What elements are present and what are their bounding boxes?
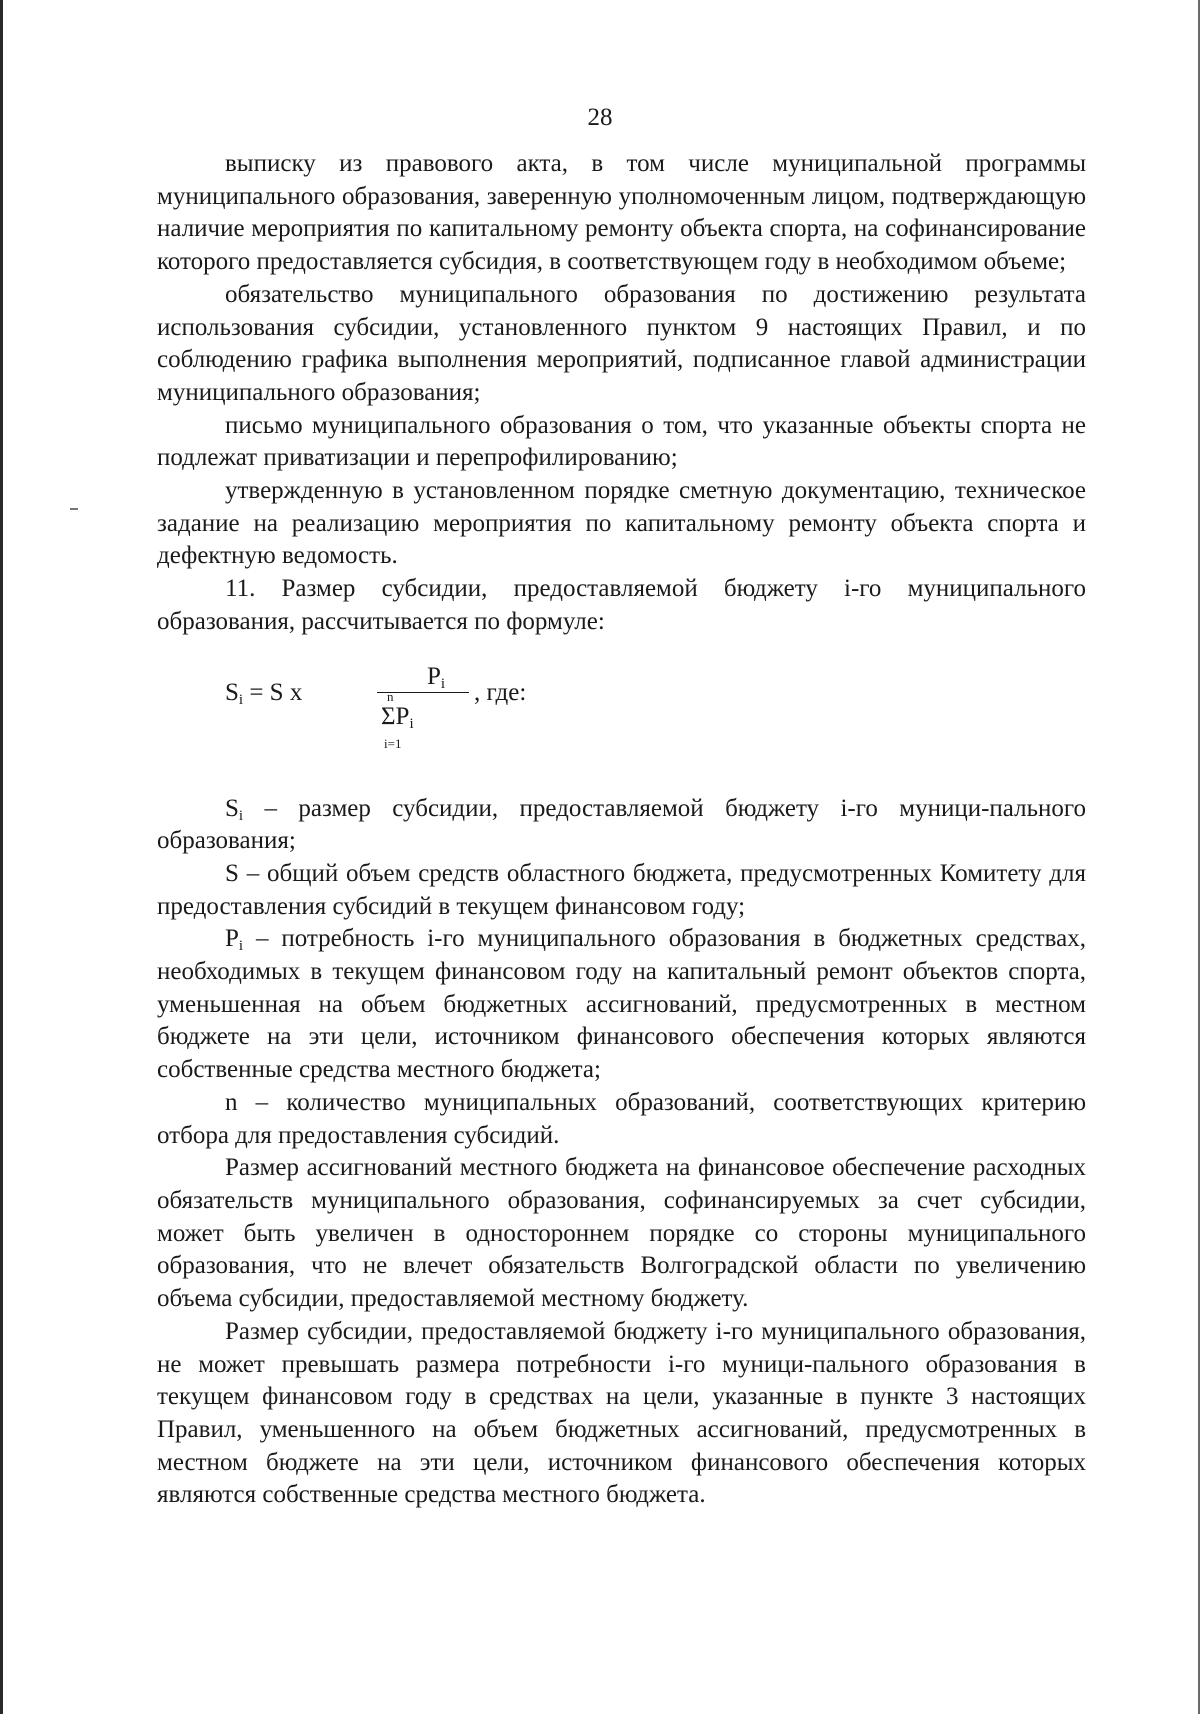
formula-tail: , где: xyxy=(474,678,527,706)
definition-s: S – общий объем средств областного бюджета, предусмотренных Комитету для предоставления субсидий в текущем финансовом году; xyxy=(157,859,1086,920)
paragraph-extract: выписку из правового акта, в том числе муниципальной программы муниципального образования, заверенную уполномоченным лицом, подтверждающую наличие мероприятия по капитальному ремонту объекта спорта, на софинансирование которого предоставляется субсидия, в соответствующем году в необходимом объеме; xyxy=(157,150,1086,276)
formula-lhs: $S_i = S$ x xyxy=(225,678,303,708)
sum-lower-limit: i=1 xyxy=(384,735,402,751)
paragraph-allocation-increase: Размер ассигнований местного бюджета на финансовое обеспечение расходных обязательств муниципального образования, софинансируемых за счет субсидии, может быть увеличен в одностороннем порядке со стороны муниципального образования, что не влечет обязательств Волгоградской области по увеличению объема субсидии, предоставляемой местному бюджету. xyxy=(157,1154,1086,1313)
definition-si: $S_i$ – размер субсидии, предоставляемой бюджету i-го муници-пального образования; xyxy=(157,794,1086,855)
document-body xyxy=(157,148,1086,1512)
scan-mark xyxy=(70,508,78,510)
formula-denominator: $\Sigma P_i$ xyxy=(381,702,414,732)
paragraph-letter: письмо муниципального образования о том, что указанные объекты спорта не подлежат приватизации и перепрофилированию; xyxy=(157,411,1086,472)
definition-n: n – количество муниципальных образований, соответствующих критерию отбора для предоставления субсидий. xyxy=(157,1088,1086,1149)
paragraph-subsidy-limit: Размер субсидии, предоставляемой бюджету i-го муниципального образования, не может превышать размера потребности i-го муници-пального образования в текущем финансовом году в средствах на цели, указанные в пункте 3 настоящих Правил, уменьшенного на объем бюджетных ассигнований, предусмотренных в местном бюджете на эти цели, источником финансового обеспечения которых являются собственные средства местного бюджета. xyxy=(157,1317,1086,1509)
subsidy-formula xyxy=(225,661,1086,771)
formula-numerator: $P_i$ xyxy=(426,662,446,692)
page-edge-left xyxy=(0,0,3,1714)
paragraph-estimate: утвержденную в установленном порядке сметную документацию, техническое задание на реализацию мероприятия по капитальному ремонту объекта спорта и дефектную ведомость. xyxy=(157,477,1086,570)
definition-pi: $P_i$ – потребность i-го муниципального образования в бюджетных средствах, необходимых в текущем финансовом году на капитальный ремонт объектов спорта, уменьшенная на объем бюджетных ассигнований, предусмотренных в местном бюджете на эти цели, источником финансового обеспечения которых являются собственные средства местного бюджета; xyxy=(157,925,1086,1084)
paragraph-obligation: обязательство муниципального образования по достижению результата использования субсидии, установленного пунктом 9 настоящих Правил, и по соблюдению графика выполнения мероприятий, подписанное главой администрации муниципального образования; xyxy=(157,280,1086,406)
sum-upper-limit: n xyxy=(387,688,394,704)
page-number: 28 xyxy=(587,104,613,131)
paragraph-item-11: 11. Размер субсидии, предоставляемой бюджету i-го муниципального образования, рассчитывается по формуле: xyxy=(157,575,1086,635)
